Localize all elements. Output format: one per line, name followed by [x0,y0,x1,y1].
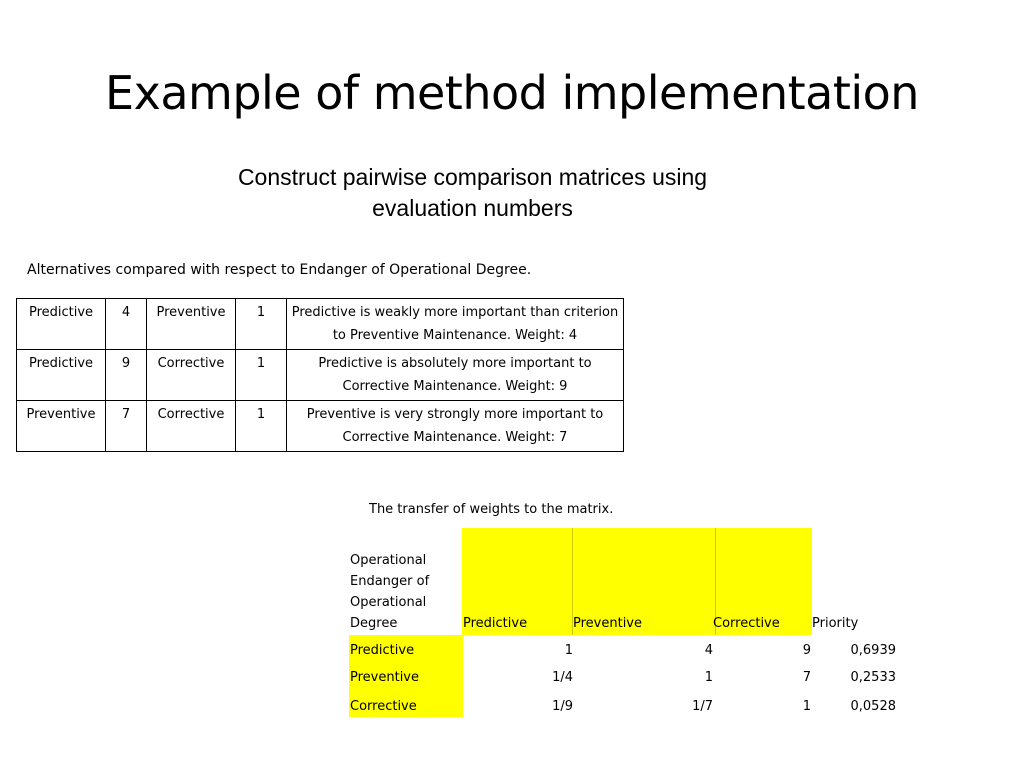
table-cell: 4 [106,299,147,350]
matrix-cell: 1 [704,670,713,685]
matrix-cell: 9 [802,643,811,658]
column-header: Corrective [713,616,780,631]
column-header: Priority [812,616,859,631]
subtitle: Construct pairwise comparison matrices using evaluation numbers [237,164,708,221]
matrix-cell: 0,0528 [850,699,896,714]
table-cell: Predictive [17,350,106,401]
table-cell: 1 [236,401,287,452]
table-cell: Preventive [147,299,236,350]
row-label: Corrective [350,699,417,714]
matrix-cell: 1/9 [552,699,573,714]
table-cell: 9 [106,350,147,401]
table-cell: Predictive [17,299,106,350]
matrix-cell: 0,2533 [850,670,896,685]
row-label: Predictive [350,643,415,658]
comparison-caption: Alternatives compared with respect to Endanger of Operational Degree. [27,262,532,278]
matrix-cell: 1 [564,643,573,658]
matrix-caption: The transfer of weights to the matrix. [369,502,614,517]
table-cell: 1 [236,350,287,401]
corner-label-line: Operational [350,553,427,568]
corner-label-line: Operational [350,595,427,610]
page-title: Example of method implementation [105,66,919,120]
row-label: Preventive [350,670,419,685]
column-header: Preventive [573,616,642,631]
matrix-cell: 7 [802,670,811,685]
table-cell: Predictive is absolutely more important to Corrective Maintenance. Weight: 9 [287,350,624,401]
table-cell: Corrective [147,401,236,452]
matrix-cell: 1/4 [552,670,573,685]
matrix-cell: 4 [704,643,713,658]
column-header: Predictive [463,616,528,631]
corner-label-line: Degree [350,616,398,631]
table-cell: Preventive is very strongly more important to Corrective Maintenance. Weight: 7 [287,401,624,452]
matrix-cell: 1 [802,699,811,714]
table-cell: Preventive [17,401,106,452]
table-cell: 7 [106,401,147,452]
table-cell: Predictive is weakly more important than criterion to Preventive Maintenance. Weight: 4 [287,299,624,350]
corner-label-line: Endanger of [350,574,430,589]
table-cell: 1 [236,299,287,350]
matrix-cell: 1/7 [692,699,713,714]
table-cell: Corrective [147,350,236,401]
matrix-cell: 0,6939 [850,643,896,658]
